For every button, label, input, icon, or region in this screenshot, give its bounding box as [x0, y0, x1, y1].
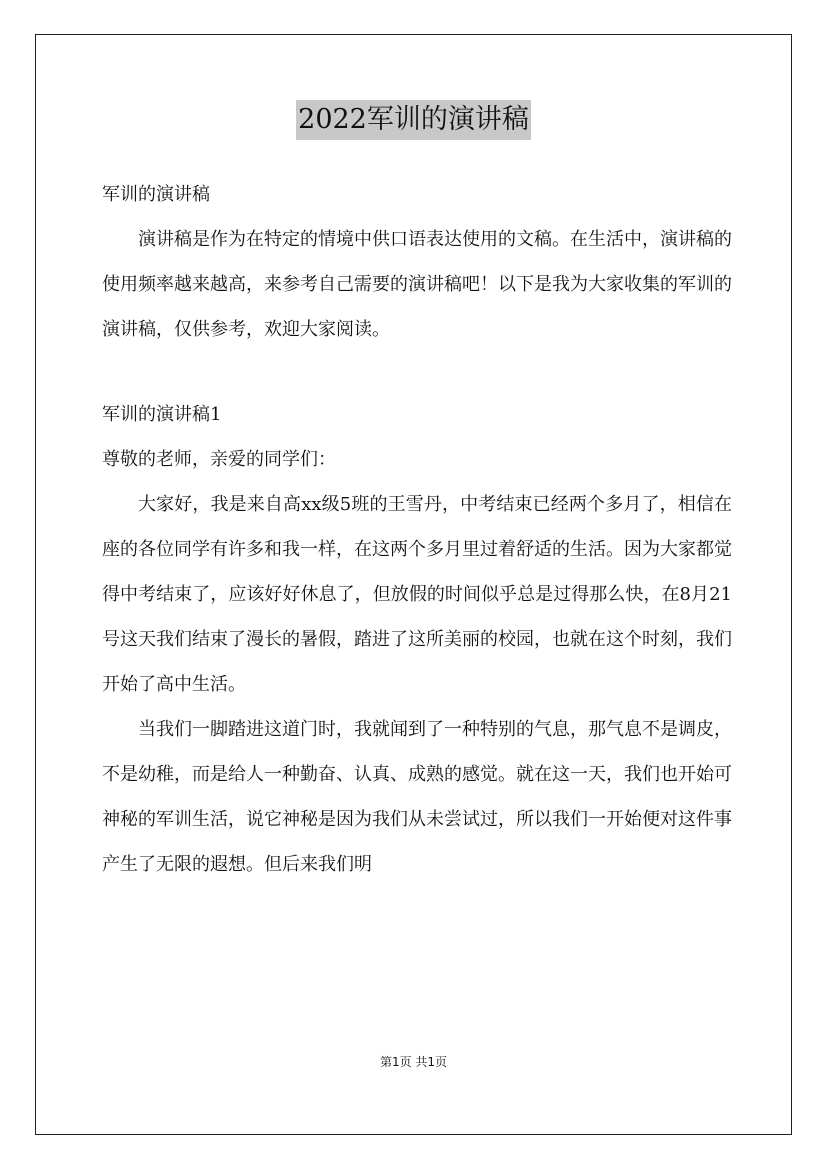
body-paragraph: 当我们一脚踏进这道门时，我就闻到了一种特别的气息，那气息不是调皮，不是幼稚，而是给人一种勤奋、认真、成熟的感觉。就在这一天，我们也开始可神秘的军训生活，说它神秘是因为我们从未尝试过，所以我们一开始便对这件事产生了无限的遐想。但后来我们明: [102, 719, 732, 875]
section-gap: [102, 352, 732, 392]
salutation: 尊敬的老师，亲爱的同学们：: [102, 449, 336, 470]
document-title: 2022军训的演讲稿: [296, 100, 531, 140]
intro-paragraph: 演讲稿是作为在特定的情境中供口语表达使用的文稿。在生活中，演讲稿的使用频率越来越高，来参考自己需要的演讲稿吧！以下是我为大家收集的军训的演讲稿，仅供参考，欢迎大家阅读。: [102, 229, 732, 340]
page-footer: 第1页 共1页: [379, 1055, 448, 1069]
document-subtitle: 军训的演讲稿: [102, 184, 210, 205]
document-body: [102, 172, 732, 887]
section-heading: 军训的演讲稿1: [102, 404, 222, 425]
body-paragraph: 大家好，我是来自高xx级5班的王雪丹，中考结束已经两个多月了，相信在座的各位同学有许多和我一样，在这两个多月里过着舒适的生活。因为大家都觉得中考结束了，应该好好休息了，但放假的时间似乎总是过得那么快，在8月21号这天我们结束了漫长的暑假，踏进了这所美丽的校园，也就在这个时刻，我们开始了高中生活。: [102, 494, 732, 695]
title-container: [0, 100, 827, 140]
